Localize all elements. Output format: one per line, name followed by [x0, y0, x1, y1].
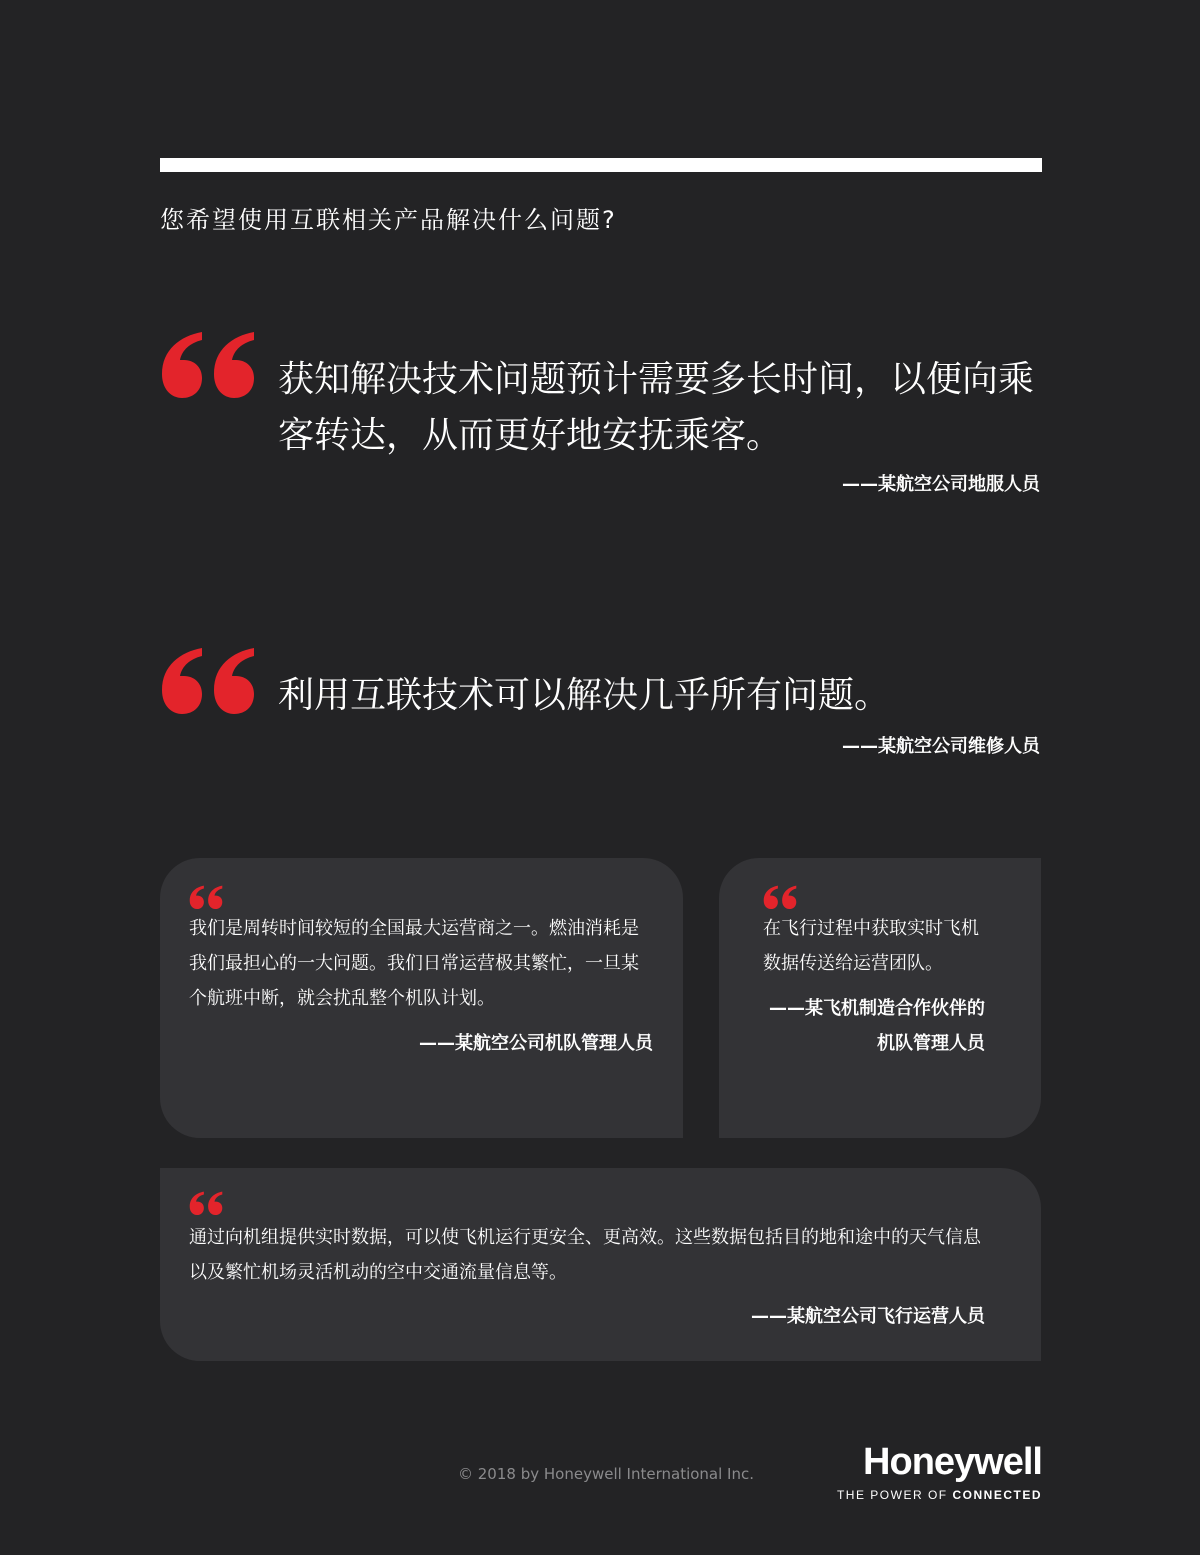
tagline-strong: CONNECTED — [952, 1488, 1042, 1502]
card-quote-text: 通过向机组提供实时数据，可以使飞机运行更安全、更高效。这些数据包括目的地和途中的天气信息以及繁忙机场灵活机动的空中交通流量信息等。 — [189, 1227, 981, 1283]
quote-attribution: ——某航空公司地服人员 — [842, 474, 1040, 495]
quote-card — [160, 1168, 1041, 1361]
quote-mark-icon — [160, 328, 256, 400]
logo-wordmark: Honeywell — [863, 1441, 1042, 1483]
quote-mark-icon — [160, 644, 256, 716]
honeywell-logo — [837, 1440, 1042, 1502]
logo-tagline — [837, 1488, 1042, 1502]
quote-attribution: ——某航空公司维修人员 — [842, 736, 1040, 757]
quote-text: 获知解决技术问题预计需要多长时间，以便向乘客转达，从而更好地安抚乘客。 — [278, 359, 1035, 456]
top-rule — [160, 158, 1042, 172]
quote-card — [719, 858, 1041, 1138]
card-attribution: ——某航空公司机队管理人员 — [419, 1033, 653, 1054]
section-question: 您希望使用互联相关产品解决什么问题? — [160, 206, 617, 234]
card-attribution: ——某飞机制造合作伙伴的机队管理人员 — [769, 998, 985, 1054]
tagline-prefix: THE POWER OF — [836, 1488, 948, 1502]
quote-text: 利用互联技术可以解决几乎所有问题。 — [278, 675, 891, 716]
quote-mark-icon — [763, 884, 797, 910]
copyright-notice: © 2018 by Honeywell International Inc. — [458, 1465, 754, 1483]
quote-mark-icon — [189, 884, 223, 910]
card-quote-text: 我们是周转时间较短的全国最大运营商之一。燃油消耗是我们最担心的一大问题。我们日常运营极其繁忙，一旦某个航班中断，就会扰乱整个机队计划。 — [189, 918, 639, 1009]
card-attribution: ——某航空公司飞行运营人员 — [751, 1306, 985, 1327]
quote-mark-icon — [189, 1190, 223, 1216]
quote-card — [160, 858, 683, 1138]
card-quote-text: 在飞行过程中获取实时飞机数据传送给运营团队。 — [763, 918, 979, 974]
